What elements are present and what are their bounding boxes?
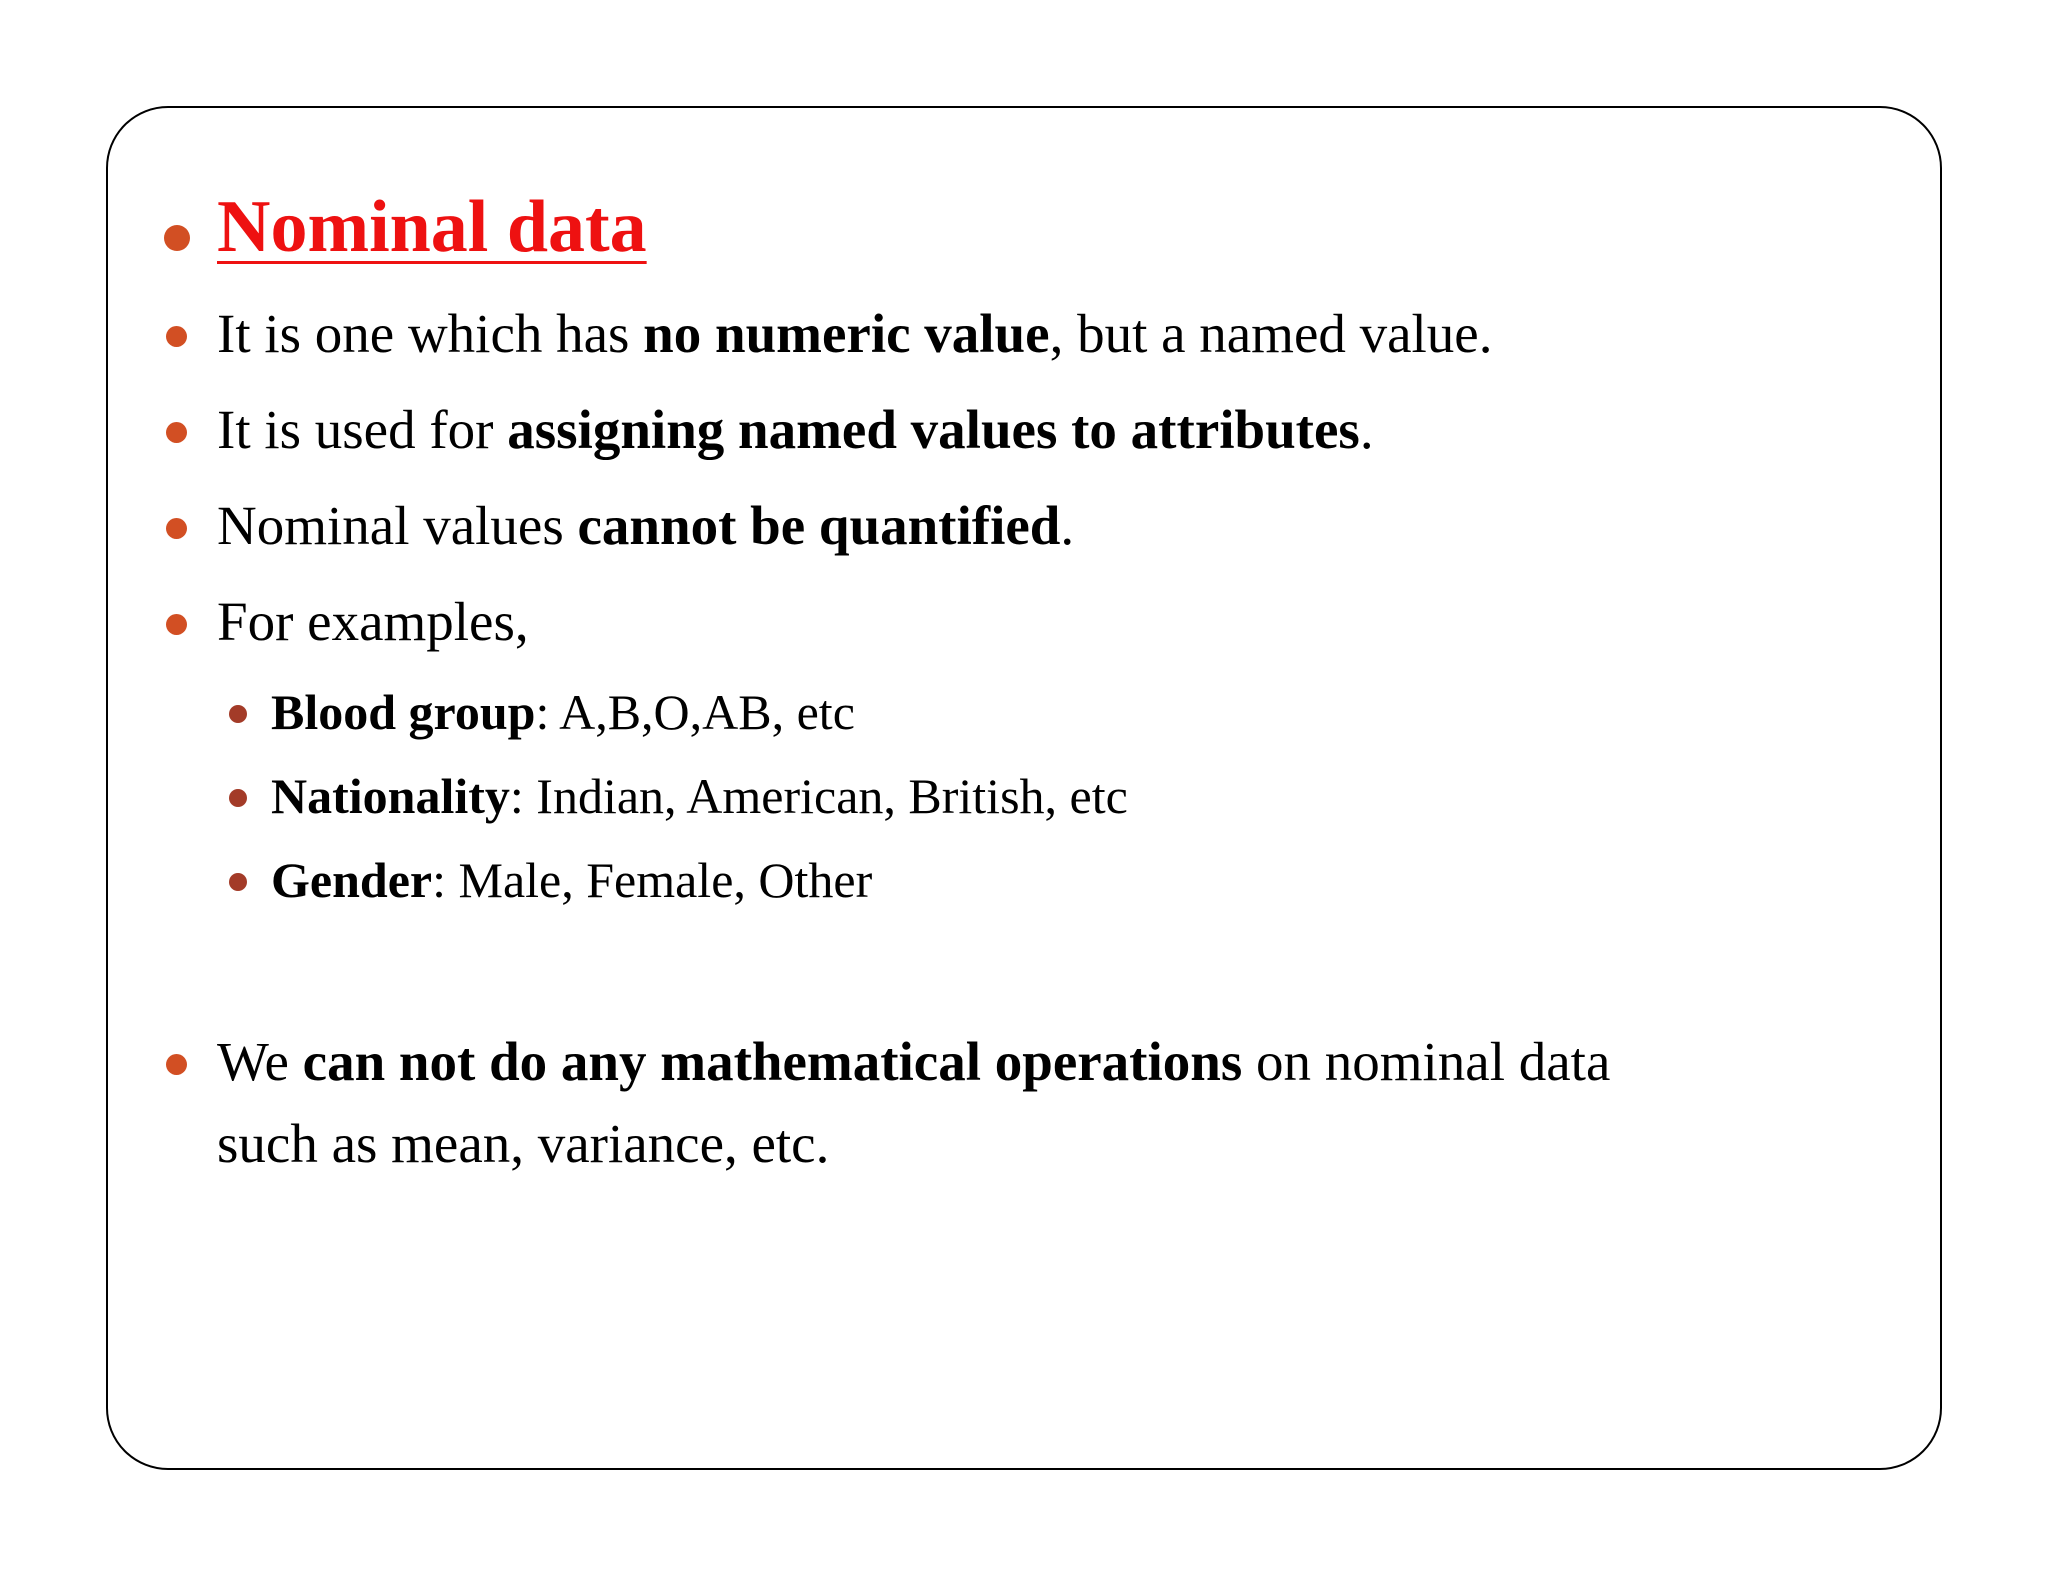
bullet-text-line2: such as mean, variance, etc. [217,1113,830,1174]
bullet-text: For examples, [217,591,529,652]
bullet-icon [166,326,187,347]
bullet-text: We can not do any mathematical operations on nominal data [217,1031,1611,1092]
sub-bullet-icon [229,873,247,891]
bullet-icon [166,1054,187,1075]
bullet-icon [166,422,187,443]
bullet-icon [166,614,187,635]
example-text: Nationality: Indian, American, British, etc [271,768,1128,824]
slide-title: Nominal data [217,186,647,268]
sub-bullet-icon [229,789,247,807]
bullet-text: It is used for assigning named values to attributes. [217,399,1374,460]
bullet-icon [166,518,187,539]
example-text: Gender: Male, Female, Other [271,852,873,908]
sub-bullet-icon [229,705,247,723]
bullet-text: Nominal values cannot be quantified. [217,495,1075,556]
example-text: Blood group: A,B,O,AB, etc [271,684,855,740]
bullet-text: It is one which has no numeric value, but a named value. [217,303,1493,364]
title-bullet-icon [164,225,190,251]
